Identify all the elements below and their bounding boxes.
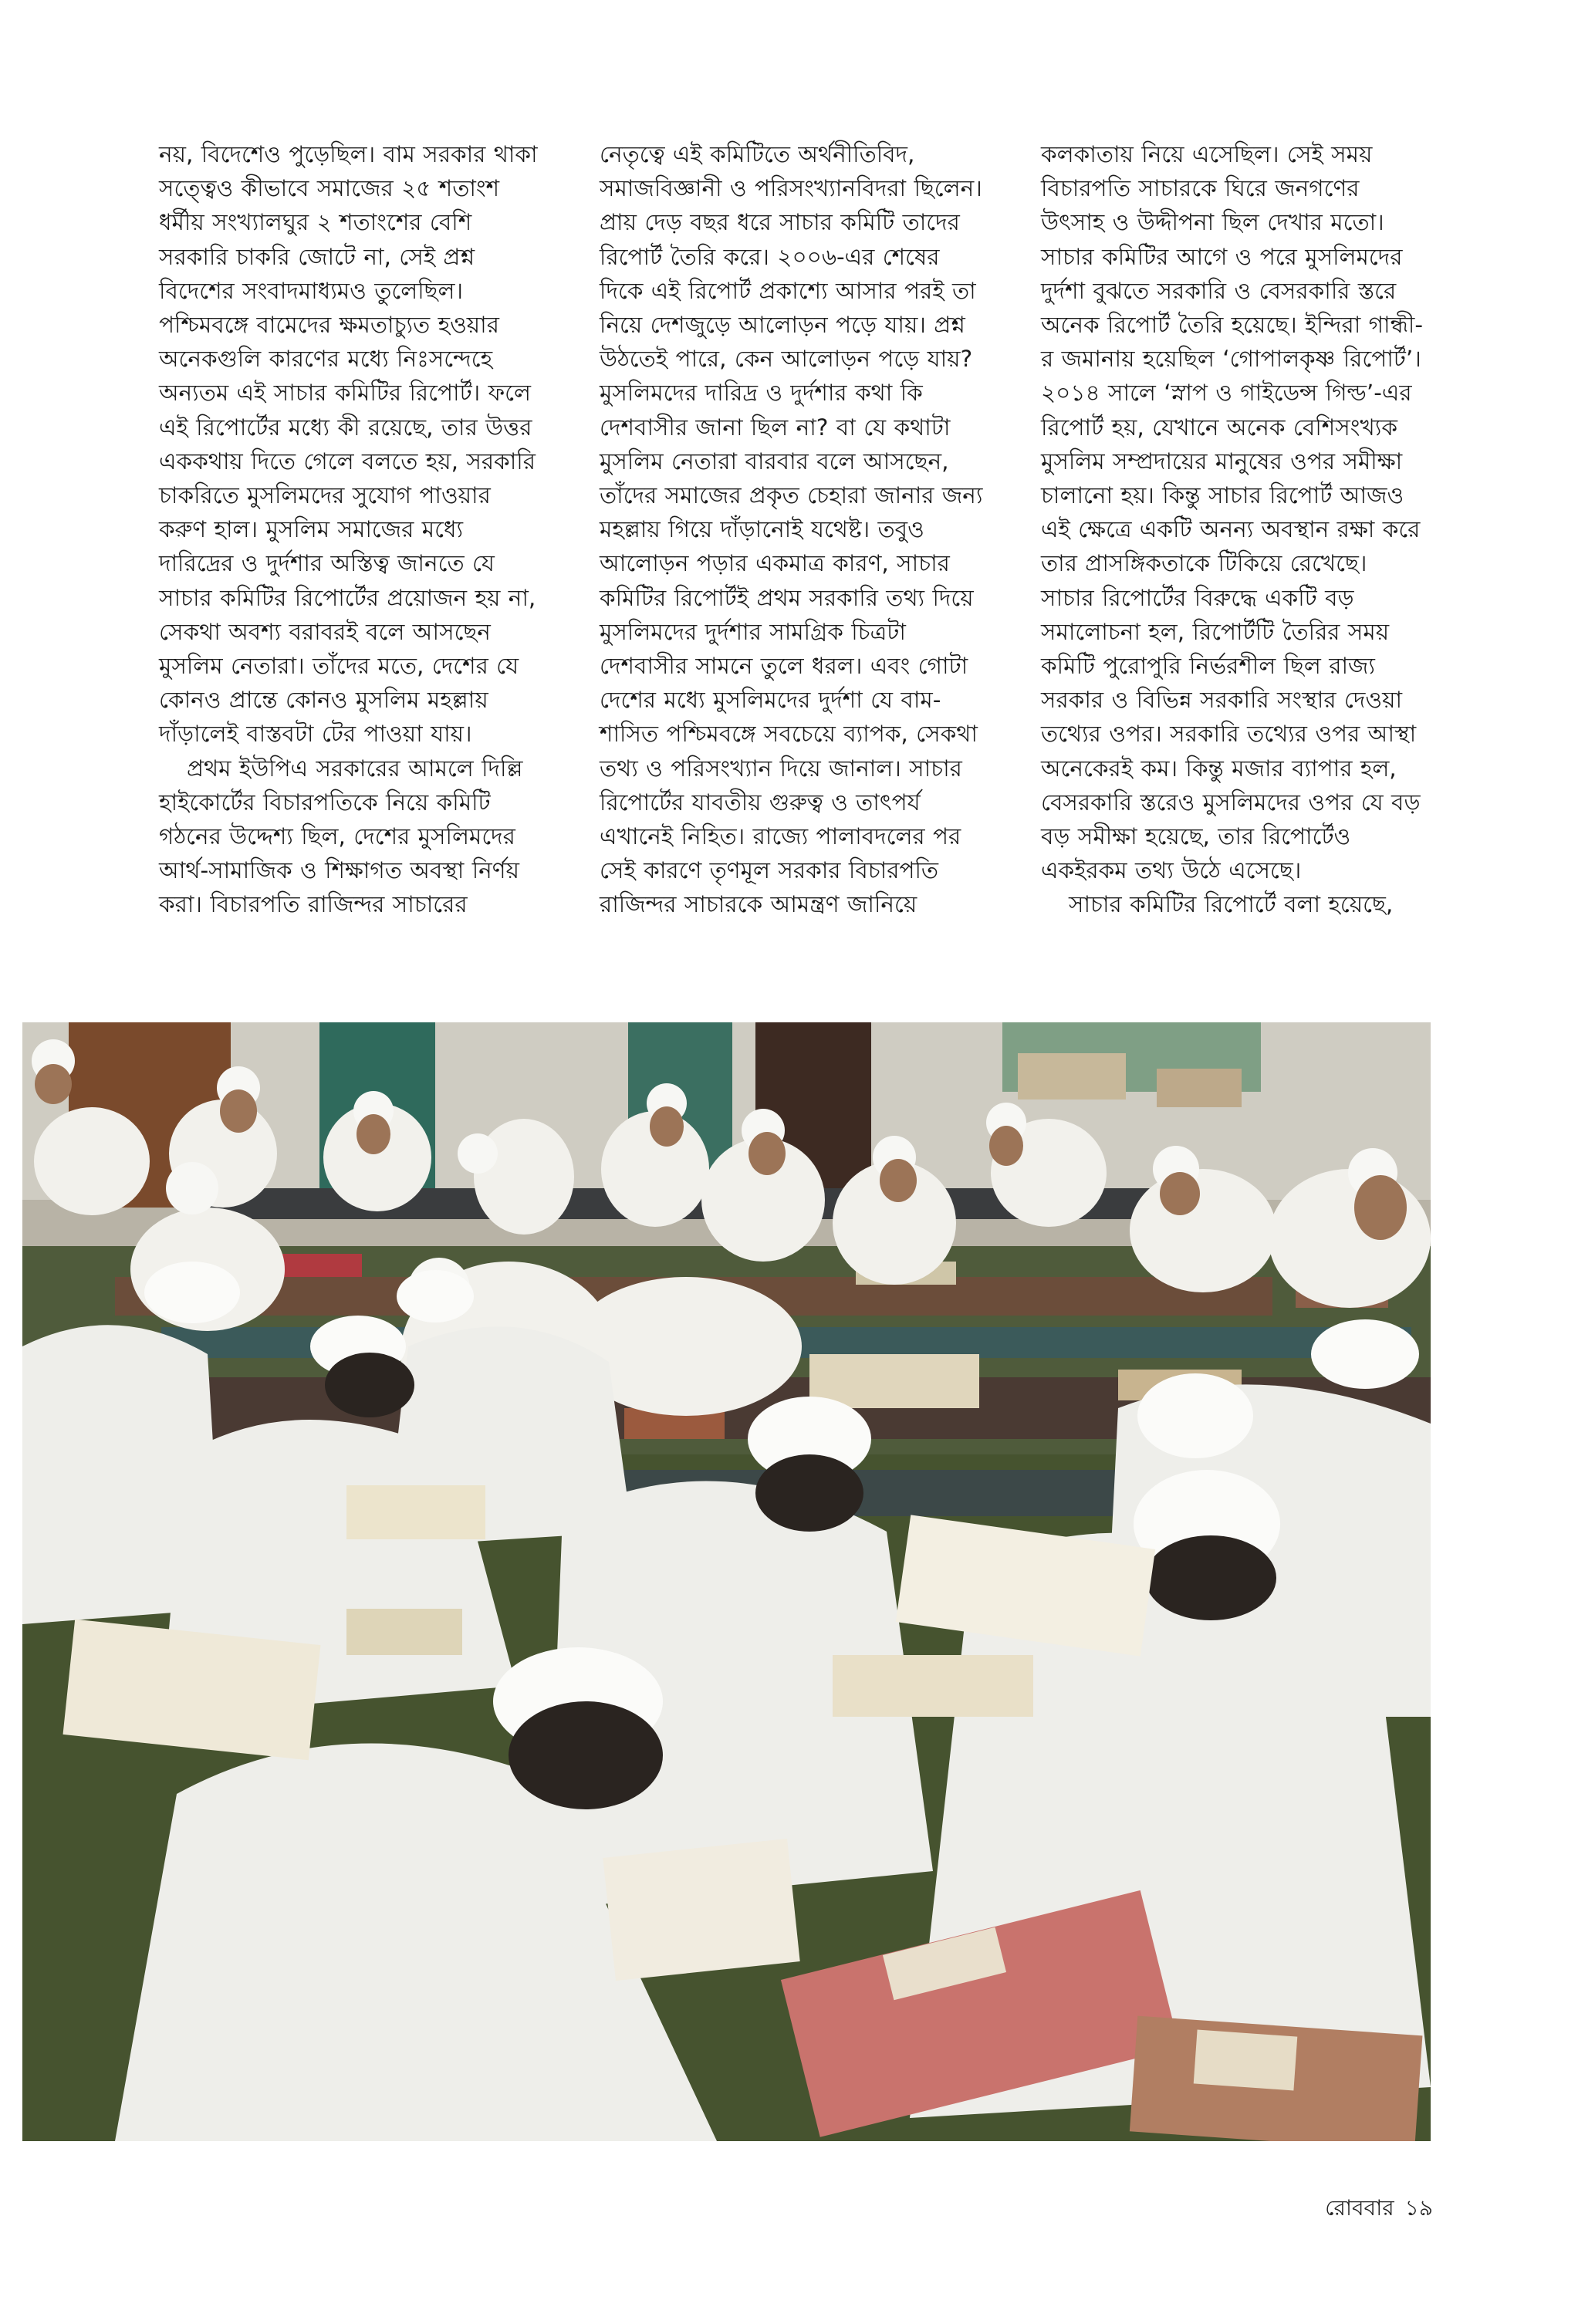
article-column-1 xyxy=(159,137,545,922)
article-column-2 xyxy=(600,137,985,922)
article-paragraph: প্রথম ইউপিএ সরকারের আমলে দিল্লি হাইকোর্টের বিচারপতিকে নিয়ে কমিটি গঠনের উদ্দেশ্য ছিল, দেশের মুসলিমদের আর্থ-সামাজিক ও শিক্ষাগত অবস্থা নির্ণয় করা। বিচারপতি রাজিন্দর সাচারের xyxy=(159,755,523,918)
photo-illustration xyxy=(22,1022,1431,2141)
magazine-name: রোববার xyxy=(1325,2195,1394,2221)
article-paragraph: নেতৃত্বে এই কমিটিতে অর্থনীতিবিদ, সমাজবিজ্ঞানী ও পরিসংখ্যানবিদরা ছিলেন। প্রায় দেড় বছর ধরে সাচার কমিটি তাদের রিপোর্ট তৈরি করে। ২০০৬-এর শেষের দিকে এই রিপোর্ট প্রকাশ্যে আসার পরই তা নিয়ে দেশজুড়ে আলোড়ন পড়ে যায়। প্রশ্ন উঠতেই পারে, কেন আলোড়ন পড়ে যায়? মুসলিমদের দারিদ্র ও দুর্দশার কথা কি দেশবাসীর জানা ছিল না? বা যে কথাটা মুসলিম নেতারা বারবার বলে আসছেন, তাঁদের সমাজের প্রকৃত চেহারা জানার জন্য মহল্লায় গিয়ে দাঁড়ানোই যথেষ্ট। তবুও আলোড়ন পড়ার একমাত্র কারণ, সাচার কমিটির রিপোর্টই প্রথম সরকারি তথ্য দিয়ে মুসলিমদের দুর্দশার সামগ্রিক চিত্রটা দেশবাসীর সামনে তুলে ধরল। এবং গোটা দেশের মধ্যে মুসলিমদের দুর্দশা যে বাম-শাসিত পশ্চিমবঙ্গে সবচেয়ে ব্যাপক, সেকথা তথ্য ও পরিসংখ্যান দিয়ে জানাল। সাচার রিপোর্টের যাবতীয় গুরুত্ব ও তাৎপর্য এখানেই নিহিত। রাজ্যে পালাবদলের পর সেই কারণে তৃণমূল সরকার বিচারপতি রাজিন্দর সাচারকে আমন্ত্রণ জানিয়ে xyxy=(600,141,983,918)
madrasa-students-photo xyxy=(22,1022,1431,2141)
page-footer xyxy=(1325,2191,1433,2228)
article-paragraph: নয়, বিদেশেও পুড়েছিল। বাম সরকার থাকা সত্ত্বেও কীভাবে সমাজের ২৫ শতাংশ ধর্মীয় সংখ্যালঘুর ২ শতাংশের বেশি সরকারি চাকরি জোটে না, সেই প্রশ্ন বিদেশের সংবাদমাধ্যমও তুলেছিল। পশ্চিমবঙ্গে বামেদের ক্ষমতাচ্যুত হওয়ার অনেকগুলি কারণের মধ্যে নিঃসন্দেহে অন্যতম এই সাচার কমিটির রিপোর্ট। ফলে এই রিপোর্টের মধ্যে কী রয়েছে, তার উত্তর এককথায় দিতে গেলে বলতে হয়, সরকারি চাকরিতে মুসলিমদের সুযোগ পাওয়ার করুণ হাল। মুসলিম সমাজের মধ্যে দারিদ্রের ও দুর্দশার অস্তিত্ব জানতে যে সাচার কমিটির রিপোর্টের প্রয়োজন হয় না, সেকথা অবশ্য বরাবরই বলে আসছেন মুসলিম নেতারা। তাঁদের মতে, দেশের যে কোনও প্রান্তে কোনও মুসলিম মহল্লায় দাঁড়ালেই বাস্তবটা টের পাওয়া যায়। xyxy=(159,141,538,748)
article-column-3 xyxy=(1041,137,1427,922)
article-paragraph: কলকাতায় নিয়ে এসেছিল। সেই সময় বিচারপতি সাচারকে ঘিরে জনগণের উৎসাহ ও উদ্দীপনা ছিল দেখার মতো। সাচার কমিটির আগে ও পরে মুসলিমদের দুর্দশা বুঝতে সরকারি ও বেসরকারি স্তরে অনেক রিপোর্ট তৈরি হয়েছে। ইন্দিরা গান্ধী-র জমানায় হয়েছিল ‘গোপালকৃষ্ণ রিপোর্ট’। ২০১৪ সালে ‘স্নাপ ও গাইডেন্স গিল্ড’-এর রিপোর্ট হয়, যেখানে অনেক বেশিসংখ্যক মুসলিম সম্প্রদায়ের মানুষের ওপর সমীক্ষা চালানো হয়। কিন্তু সাচার রিপোর্ট আজও এই ক্ষেত্রে একটি অনন্য অবস্থান রক্ষা করে তার প্রাসঙ্গিকতাকে টিকিয়ে রেখেছে। সাচার রিপোর্টের বিরুদ্ধে একটি বড় সমালোচনা হল, রিপোর্টটি তৈরির সময় কমিটি পুরোপুরি নির্ভরশীল ছিল রাজ্য সরকার ও বিভিন্ন সরকারি সংস্থার দেওয়া তথ্যের ওপর। সরকারি তথ্যের ওপর আস্থা অনেকেরই কম। কিন্তু মজার ব্যাপার হল, বেসরকারি স্তরেও মুসলিমদের ওপর যে বড় বড় সমীক্ষা হয়েছে, তার রিপোর্টেও একইরকম তথ্য উঠে এসেছে। xyxy=(1041,141,1424,884)
page-number: ১৯ xyxy=(1404,2195,1433,2221)
article-paragraph: সাচার কমিটির রিপোর্টে বলা হয়েছে, xyxy=(1069,891,1394,918)
